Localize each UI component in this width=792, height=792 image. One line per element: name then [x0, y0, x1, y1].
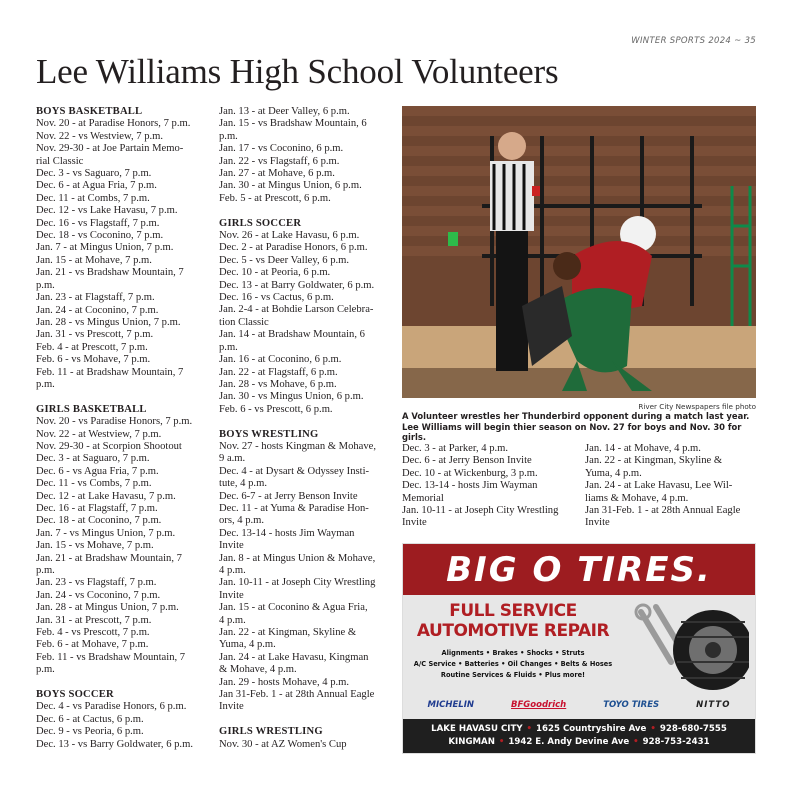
schedule-line: Nov. 22 - at Westview, 7 p.m. [36, 428, 162, 440]
schedule-line: Jan. 23 - at Flagstaff, 7 p.m. [36, 292, 155, 304]
schedule-line: Jan. 28 - vs Mingus Union, 7 p.m. [36, 316, 181, 328]
bfgoodrich-logo: BFGoodrich [511, 700, 567, 710]
schedule-column-2 [219, 106, 391, 751]
location-kingman: KINGMAN • 1942 E. Andy Devine Ave • 928-753-2431 [448, 737, 710, 747]
schedule-line: Jan. 22 - at Flagstaff, 6 p.m. [219, 366, 338, 378]
schedule-line: p.m. [36, 378, 55, 390]
section-heading: BOYS BASKETBALL [36, 106, 143, 117]
tire-brand-logos [409, 694, 749, 716]
section-heading: GIRLS SOCCER [219, 217, 302, 229]
schedule-line: Jan. 27 - at Mohave, 6 p.m. [219, 168, 335, 180]
schedule-line: Nov. 29-30 - at Scorpion Shootout [36, 440, 182, 452]
schedule-line: Nov. 30 - at AZ Women's Cup [219, 738, 347, 750]
schedule-section [219, 726, 391, 751]
schedule-line: Dec. 18 - vs Coconino, 7 p.m. [36, 230, 164, 242]
schedule-line: Jan 31-Feb. 1 - at 28th Annual Eagle [219, 689, 375, 701]
ad-services-line-1: Alignments • Brakes • Shocks • Struts [441, 649, 585, 657]
schedule-line: Dec. 13-14 - hosts Jim Wayman [402, 480, 538, 492]
schedule-line: Dec. 13 - vs Barry Goldwater, 6 p.m. [36, 738, 193, 750]
schedule-line: Jan. 24 - at Lake Havasu, Kingman [219, 651, 369, 663]
schedule-line: 9 a.m. [219, 453, 246, 465]
schedule-line: Invite [219, 701, 244, 713]
schedule-line: Dec. 2 - at Paradise Honors, 6 p.m. [219, 242, 368, 254]
schedule-line: Dec. 4 - vs Paradise Honors, 6 p.m. [36, 701, 187, 713]
photo-caption: A Volunteer wrestles her Thunderbird opponent during a match last year. Lee Williams will begin thier season on Nov. 27 for boys and Nov. 30 for girls. [402, 411, 750, 442]
wrestling-photo-illustration [402, 106, 756, 398]
schedule-line: Dec. 11 - vs Combs, 7 p.m. [36, 478, 152, 490]
schedule-line: Nov. 20 - vs Paradise Honors, 7 p.m. [36, 416, 193, 428]
schedule-line: Dec. 9 - vs Peoria, 6 p.m. [36, 726, 144, 738]
ad-services-line-2: A/C Service • Batteries • Oil Changes • Belts & Hoses [413, 660, 613, 668]
schedule-line: Jan. 24 - at Lake Havasu, Lee Wil- [585, 480, 733, 492]
section-heading: GIRLS BASKETBALL [36, 403, 147, 415]
schedule-line: Dec. 6-7 - at Jerry Benson Invite [219, 490, 358, 502]
wrestling-photo [402, 106, 756, 398]
schedule-line: Jan. 14 - at Mohave, 4 p.m. [585, 443, 701, 454]
schedule-line: tute, 4 p.m. [219, 478, 267, 490]
schedule-line: Jan. 24 - vs Coconino, 7 p.m. [36, 589, 161, 601]
schedule-line: Jan. 22 - at Kingman, Skyline & [585, 455, 723, 467]
schedule-line: Jan. 10-11 - at Joseph City Wrestling [219, 577, 376, 589]
schedule-line: Jan. 22 - at Kingman, Skyline & [219, 627, 357, 639]
location-address: 1625 Countryshire Ave [536, 724, 647, 734]
schedule-section [36, 106, 208, 391]
schedule-line: Jan. 30 - vs Mingus Union, 6 p.m. [219, 391, 364, 403]
schedule-line: Invite [585, 517, 610, 529]
schedule-line: p.m. [219, 341, 238, 353]
schedule-line: Jan. 21 - vs Bradshaw Mountain, 7 [36, 267, 184, 279]
schedule-line: Nov. 22 - vs Westview, 7 p.m. [36, 130, 164, 142]
schedule-line: Jan. 15 - vs Mohave, 7 p.m. [36, 540, 154, 552]
schedule-line: Dec. 10 - at Peoria, 6 p.m. [219, 267, 331, 279]
schedule-line: Feb. 6 - at Mohave, 7 p.m. [36, 639, 149, 651]
schedule-line: Dec. 16 - vs Flagstaff, 7 p.m. [36, 217, 160, 229]
schedule-line: Jan. 16 - at Coconino, 6 p.m. [219, 354, 342, 366]
location-lake-havasu: LAKE HAVASU CITY • 1625 Countryshire Ave • 928-680-7555 [431, 724, 727, 734]
schedule-line: p.m. [36, 279, 55, 291]
schedule-line: Dec. 13-14 - hosts Jim Wayman [219, 527, 355, 539]
schedule-line: Jan. 17 - vs Coconino, 6 p.m. [219, 143, 344, 155]
schedule-line: Feb. 4 - vs Prescott, 7 p.m. [36, 627, 150, 639]
schedule-line: Feb. 6 - vs Mohave, 7 p.m. [36, 354, 151, 366]
schedule-line: 4 p.m. [219, 565, 246, 576]
schedule-line: Dec. 11 - at Yuma & Paradise Hon- [219, 502, 369, 514]
location-city: KINGMAN [448, 737, 495, 747]
running-head: WINTER SPORTS 2024 ~ 35 [631, 36, 756, 46]
schedule-column-3 [402, 443, 602, 530]
schedule-section [219, 429, 391, 714]
nitto-logo: NITTO [696, 700, 731, 710]
schedule-line: p.m. [219, 130, 238, 142]
schedule-line: & Mohave, 4 p.m. [219, 664, 297, 676]
schedule-line: Jan. 15 - vs Bradshaw Mountain, 6 [219, 118, 367, 130]
schedule-line: Dec. 6 - at Agua Fria, 7 p.m. [36, 180, 157, 192]
schedule-column-1 [36, 106, 208, 751]
ad-headline [407, 601, 619, 641]
schedule-line: Feb. 4 - at Prescott, 7 p.m. [36, 341, 148, 353]
schedule-line: Dec. 12 - at Lake Havasu, 7 p.m. [36, 490, 176, 502]
schedule-line: Dec. 3 - at Saguaro, 7 p.m. [36, 453, 150, 465]
schedule-line: Memorial [402, 492, 444, 504]
schedule-line: Yuma, 4 p.m. [219, 639, 276, 651]
schedule-line: p.m. [36, 565, 55, 577]
schedule-line: Jan. 7 - at Mingus Union, 7 p.m. [36, 242, 174, 254]
schedule-line: Feb. 11 - vs Bradshaw Mountain, 7 [36, 651, 186, 663]
schedule-line: Dec. 18 - at Coconino, 7 p.m. [36, 515, 162, 527]
schedule-line: Jan. 23 - vs Flagstaff, 7 p.m. [36, 577, 157, 589]
section-heading: BOYS WRESTLING [219, 428, 319, 440]
schedule-line: Jan. 31 - vs Prescott, 7 p.m. [36, 329, 154, 341]
schedule-line: Jan. 28 - vs Mohave, 6 p.m. [219, 378, 337, 390]
toyo-tires-logo: TOYO TIRES [603, 700, 660, 710]
location-city: LAKE HAVASU CITY [431, 724, 523, 734]
schedule-line: Dec. 6 - at Cactus, 6 p.m. [36, 713, 144, 725]
schedule-line: Dec. 6 - vs Agua Fria, 7 p.m. [36, 465, 159, 477]
schedule-line: Jan 31-Feb. 1 - at 28th Annual Eagle [585, 505, 741, 517]
ad-services-line-3: Routine Services & Fluids • Plus more! [440, 671, 586, 679]
tire-and-wrench-icon [631, 602, 749, 692]
schedule-line: liams & Mohave, 4 p.m. [585, 492, 689, 504]
schedule-line: Invite [219, 540, 244, 552]
schedule-line: Jan. 13 - at Deer Valley, 6 p.m. [219, 106, 350, 117]
schedule-line: Jan. 22 - vs Flagstaff, 6 p.m. [219, 155, 340, 167]
location-phone[interactable]: 928-680-7555 [659, 724, 727, 734]
ad-services [407, 648, 619, 681]
section-heading: BOYS SOCCER [36, 689, 114, 701]
section-heading: GIRLS WRESTLING [219, 726, 323, 738]
schedule-line: Jan. 24 - at Coconino, 7 p.m. [36, 304, 159, 316]
schedule-line: Jan. 14 - at Bradshaw Mountain, 6 [219, 329, 365, 341]
schedule-line: Dec. 6 - at Jerry Benson Invite [402, 455, 532, 467]
location-address: 1942 E. Andy Devine Ave [508, 737, 630, 747]
michelin-logo: MICHELIN [427, 700, 474, 710]
schedule-line: 4 p.m. [219, 614, 246, 626]
ad-locations [403, 719, 755, 753]
schedule-line: Dec. 16 - vs Cactus, 6 p.m. [219, 292, 334, 304]
schedule-line: Yuma, 4 p.m. [585, 467, 642, 479]
schedule-line: Invite [402, 517, 427, 529]
ad-brand-logo: BIG O TIRES. [446, 549, 712, 590]
schedule-line: Jan. 10-11 - at Joseph City Wrestling [402, 505, 559, 517]
schedule-line: Jan. 29 - hosts Mohave, 4 p.m. [219, 676, 350, 688]
schedule-line: p.m. [36, 664, 55, 676]
schedule-section [36, 689, 208, 751]
page-title: Lee Williams High School Volunteers [36, 52, 559, 91]
schedule-line: Feb. 11 - at Bradshaw Mountain, 7 [36, 366, 184, 378]
schedule-line: Dec. 4 - at Dysart & Odyssey Insti- [219, 465, 370, 477]
schedule-line: tion Classic [219, 316, 269, 328]
schedule-line: Dec. 3 - vs Saguaro, 7 p.m. [36, 168, 152, 180]
schedule-line: Jan. 21 - at Bradshaw Mountain, 7 [36, 552, 182, 564]
schedule-line: Jan. 8 - at Mingus Union & Mohave, [219, 552, 376, 564]
schedule-line: ors, 4 p.m. [219, 515, 265, 527]
schedule-line: Feb. 5 - at Prescott, 6 p.m. [219, 192, 331, 204]
schedule-line: Jan. 28 - at Mingus Union, 7 p.m. [36, 602, 179, 614]
schedule-line: Dec. 13 - at Barry Goldwater, 6 p.m. [219, 279, 375, 291]
schedule-line: Jan. 7 - vs Mingus Union, 7 p.m. [36, 527, 176, 539]
schedule-line: Nov. 20 - at Paradise Honors, 7 p.m. [36, 118, 191, 130]
schedule-section [219, 106, 391, 205]
schedule-line: Dec. 11 - at Combs, 7 p.m. [36, 192, 150, 204]
schedule-line: Jan. 30 - at Mingus Union, 6 p.m. [219, 180, 362, 192]
big-o-tires-ad[interactable] [402, 543, 756, 754]
schedule-line: Dec. 10 - at Wickenburg, 3 p.m. [402, 467, 538, 479]
schedule-line: Feb. 6 - vs Prescott, 6 p.m. [219, 403, 333, 415]
schedule-section [36, 404, 208, 677]
schedule-line: Jan. 31 - at Prescott, 7 p.m. [36, 614, 152, 626]
schedule-line: Dec. 16 - at Flagstaff, 7 p.m. [36, 502, 158, 514]
schedule-line: Nov. 26 - at Lake Havasu, 6 p.m. [219, 230, 360, 242]
ad-headline-line-2: AUTOMOTIVE REPAIR [416, 621, 610, 641]
schedule-line: Dec. 12 - vs Lake Havasu, 7 p.m. [36, 205, 178, 217]
ad-headline-line-1: FULL SERVICE [449, 601, 577, 621]
location-phone[interactable]: 928-753-2431 [642, 737, 710, 747]
photo-credit: River City Newspapers file photo [638, 402, 756, 411]
schedule-line: Dec. 3 - at Parker, 4 p.m. [402, 443, 509, 454]
schedule-line: Invite [219, 589, 244, 601]
schedule-line: Nov. 29-30 - at Joe Partain Memo- [36, 143, 184, 155]
schedule-line: Jan. 15 - at Coconino & Agua Fria, [219, 602, 368, 614]
schedule-line: Nov. 27 - hosts Kingman & Mohave, [219, 440, 377, 452]
schedule-line: rial Classic [36, 155, 84, 167]
schedule-line: Jan. 2-4 - at Bohdie Larson Celebra- [219, 304, 374, 316]
schedule-section [219, 218, 391, 417]
schedule-column-4 [585, 443, 760, 530]
schedule-line: Dec. 5 - vs Deer Valley, 6 p.m. [219, 254, 350, 266]
schedule-line: Jan. 15 - at Mohave, 7 p.m. [36, 254, 152, 266]
